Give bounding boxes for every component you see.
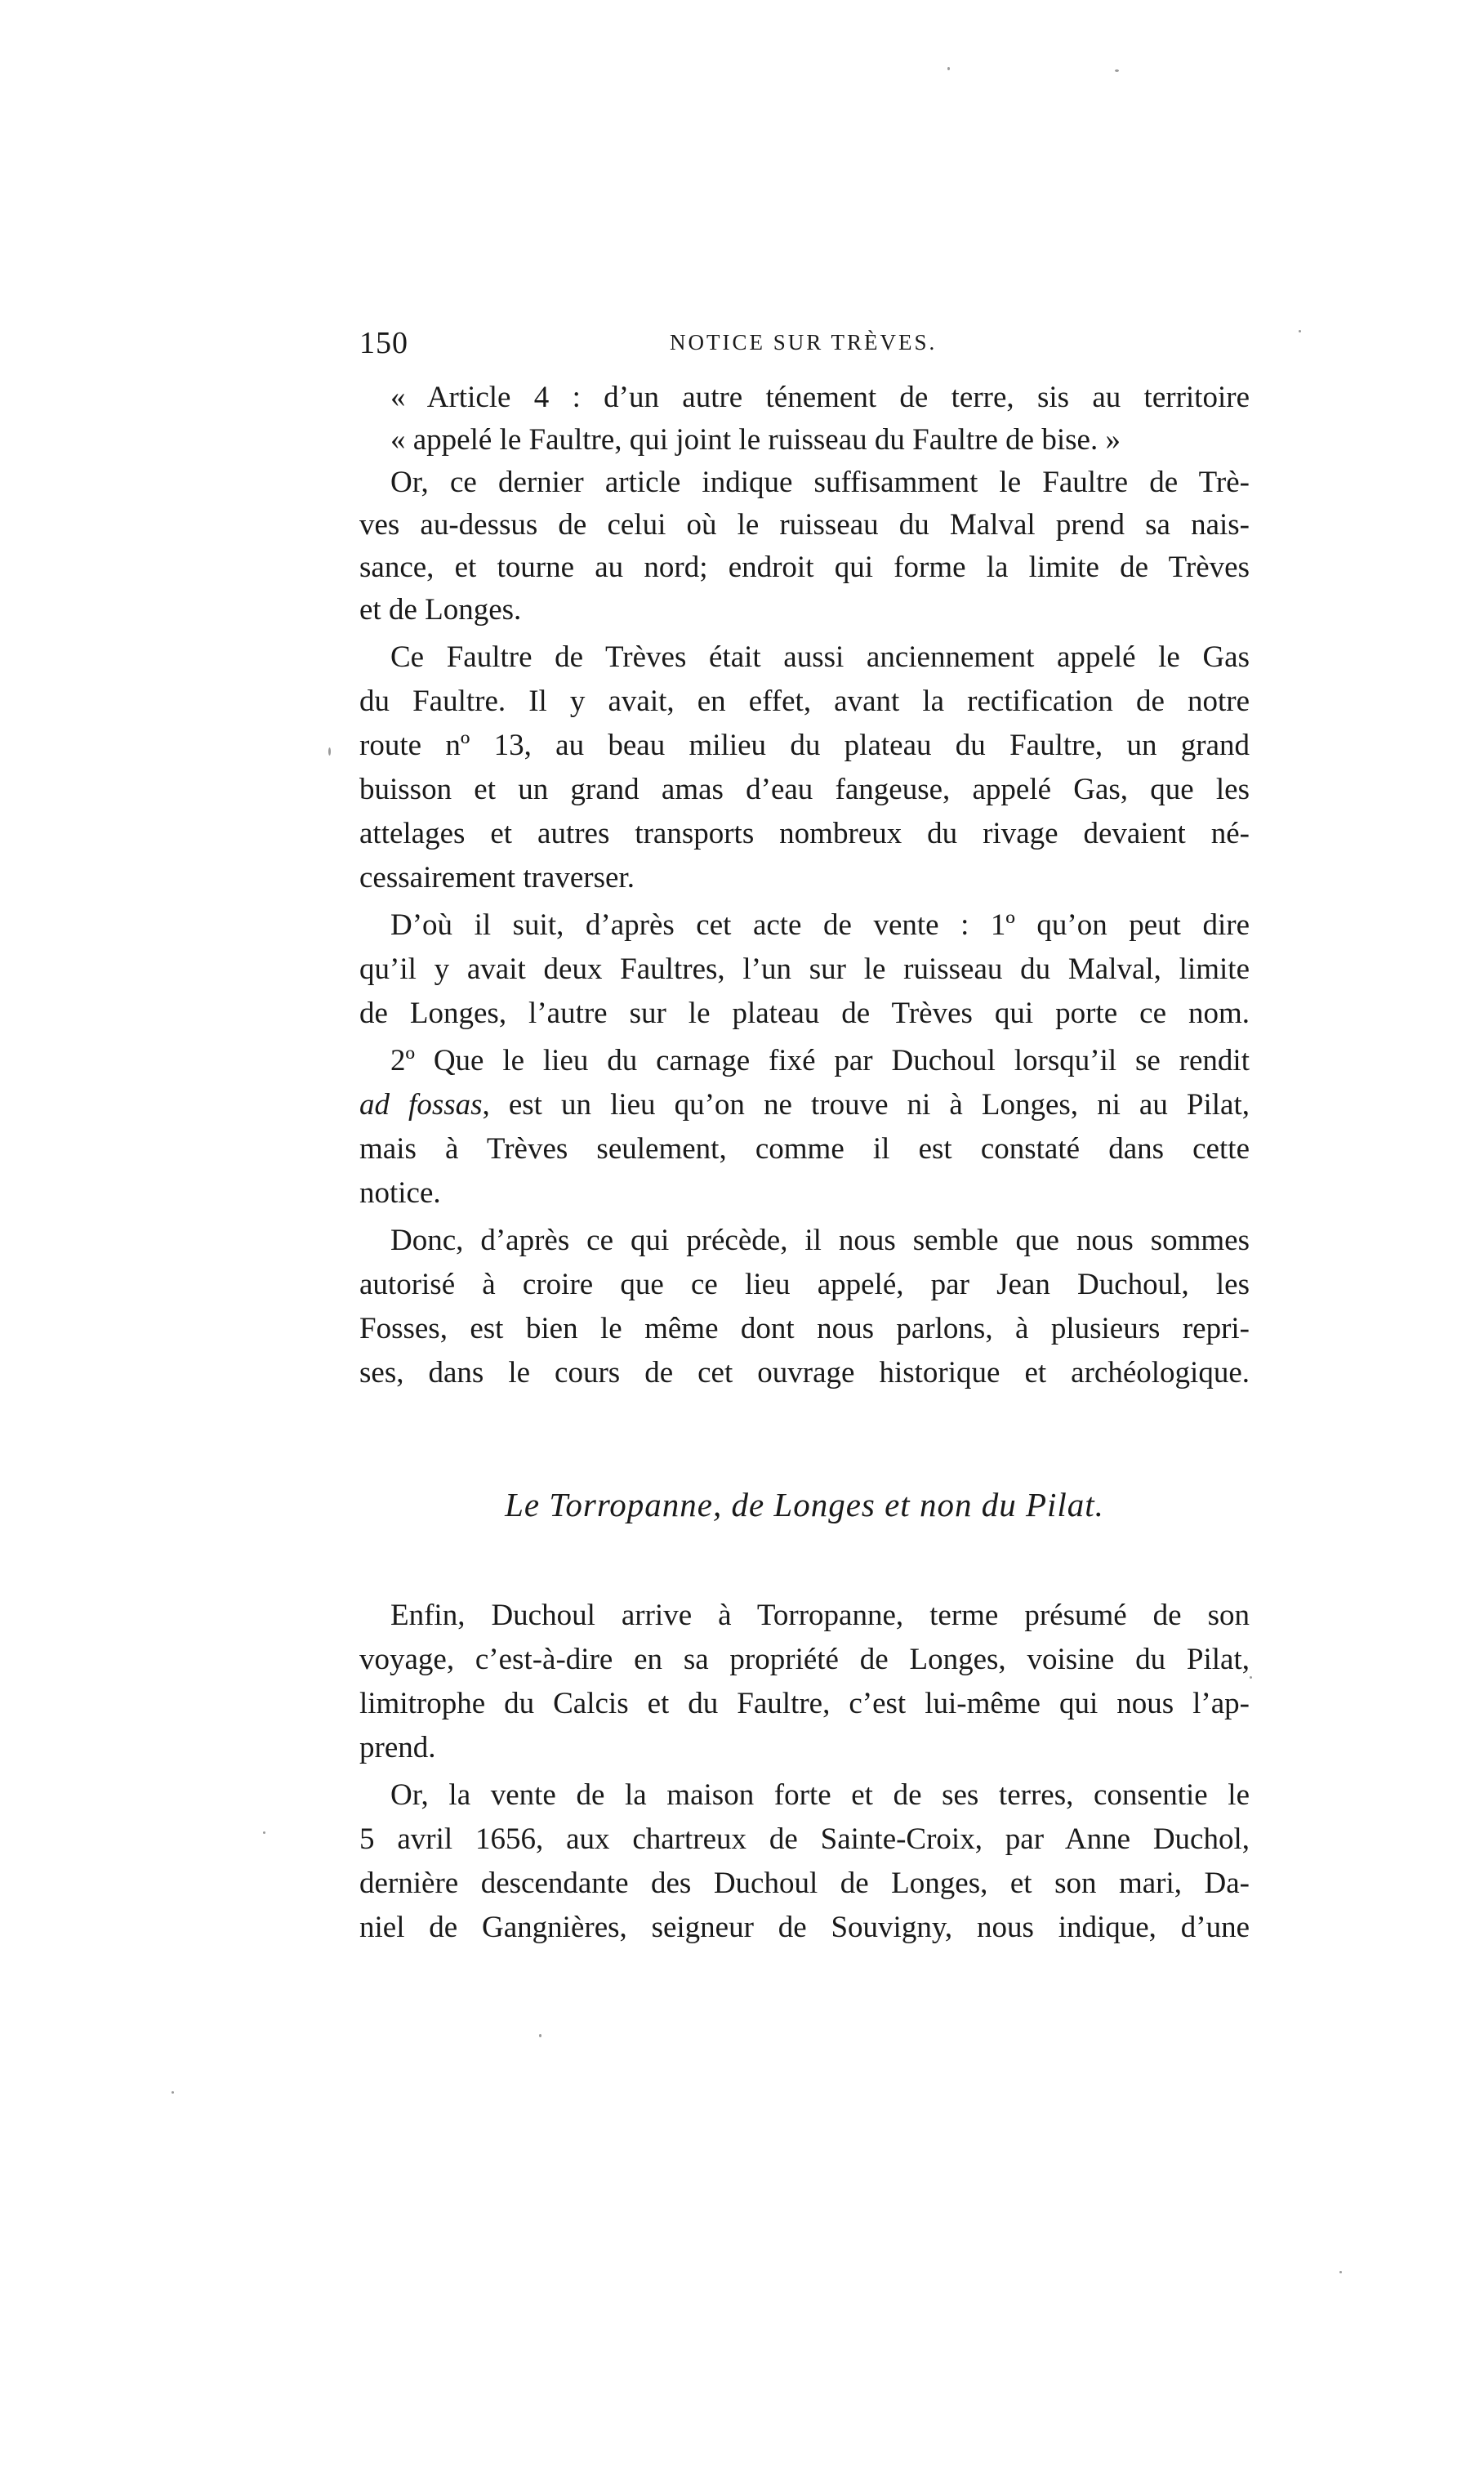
page-header: [359, 325, 1250, 366]
section-heading: Le Torropanne, de Longes et non du Pilat.: [505, 1486, 1104, 1523]
text-line: route nº 13, au beau milieu du plateau du Faultre, un grand: [359, 729, 1250, 762]
text-line: D’où il suit, d’après cet acte de vente : 1º qu’on peut dire: [390, 908, 1250, 942]
text-line: voyage, c’est-à-dire en sa propriété de Longes, voisine du Pilat,: [359, 1643, 1250, 1676]
running-head: NOTICE SUR TRÈVES.: [670, 330, 938, 355]
text-line: qu’il y avait deux Faultres, l’un sur le ruisseau du Malval, limite: [359, 952, 1250, 986]
text-line: autorisé à croire que ce lieu appelé, par Jean Duchoul, les: [359, 1268, 1250, 1301]
text-line: Donc, d’après ce qui précède, il nous semble que nous sommes: [390, 1224, 1250, 1257]
text-line: notice.: [359, 1176, 441, 1210]
scan-speck: [172, 2091, 174, 2094]
scan-speck: [1115, 69, 1119, 72]
text-line: du Faultre. Il y avait, en effet, avant la rectification de notre: [359, 685, 1250, 718]
text-line: mais à Trèves seulement, comme il est constaté dans cette: [359, 1132, 1250, 1166]
text-line: Enfin, Duchoul arrive à Torropanne, terme présumé de son: [390, 1599, 1250, 1632]
text-line: buisson et un grand amas d’eau fangeuse, appelé Gas, que les: [359, 773, 1250, 806]
text-line: de Longes, l’autre sur le plateau de Trèves qui porte ce nom.: [359, 997, 1250, 1030]
text-line: niel de Gangnières, seigneur de Souvigny, nous indique, d’une: [359, 1911, 1250, 1944]
scan-speck: [1299, 330, 1301, 332]
text-line: cessairement traverser.: [359, 861, 635, 894]
text-line: « Article 4 : d’un autre ténement de terre, sis au territoire: [390, 381, 1250, 414]
scan-speck: [947, 67, 950, 70]
text-line: ses, dans le cours de cet ouvrage historique et archéologique.: [359, 1356, 1250, 1389]
text-line: dernière descendante des Duchoul de Longes, et son mari, Da-: [359, 1867, 1250, 1900]
text-line: 5 avril 1656, aux chartreux de Sainte-Croix, par Anne Duchol,: [359, 1822, 1250, 1856]
text-line: « appelé le Faultre, qui joint le ruisseau du Faultre de bise. »: [390, 423, 1121, 457]
scan-speck: [1339, 2271, 1342, 2273]
text-line: limitrophe du Calcis et du Faultre, c’est lui-même qui nous l’ap-: [359, 1687, 1250, 1720]
text-line: sance, et tourne au nord; endroit qui forme la limite de Trèves: [359, 551, 1250, 584]
text-line: Or, la vente de la maison forte et de ses terres, consentie le: [390, 1778, 1250, 1812]
page-number: 150: [359, 326, 408, 360]
text-line: 2º Que le lieu du carnage fixé par Duchoul lorsqu’il se rendit: [390, 1044, 1250, 1077]
scan-speck: [263, 1831, 265, 1834]
text-line: et de Longes.: [359, 593, 522, 627]
scan-speck: [328, 747, 331, 756]
scan-speck: [1250, 1676, 1252, 1679]
text-line: Or, ce dernier article indique suffisamment le Faultre de Trè-: [390, 466, 1250, 499]
text-line: attelages et autres transports nombreux du rivage devaient né-: [359, 817, 1250, 850]
text-line: Ce Faultre de Trèves était aussi anciennement appelé le Gas: [390, 640, 1250, 674]
scan-speck: [539, 2034, 541, 2037]
text-line: ad fossas, est un lieu qu’on ne trouve ni à Longes, ni au Pilat,: [359, 1088, 1250, 1122]
text-line: Fosses, est bien le même dont nous parlons, à plusieurs repri-: [359, 1312, 1250, 1345]
text-line: prend.: [359, 1731, 436, 1764]
text-line: ves au-dessus de celui où le ruisseau du Malval prend sa nais-: [359, 508, 1250, 542]
latin-phrase: ad fossas: [359, 1088, 483, 1122]
